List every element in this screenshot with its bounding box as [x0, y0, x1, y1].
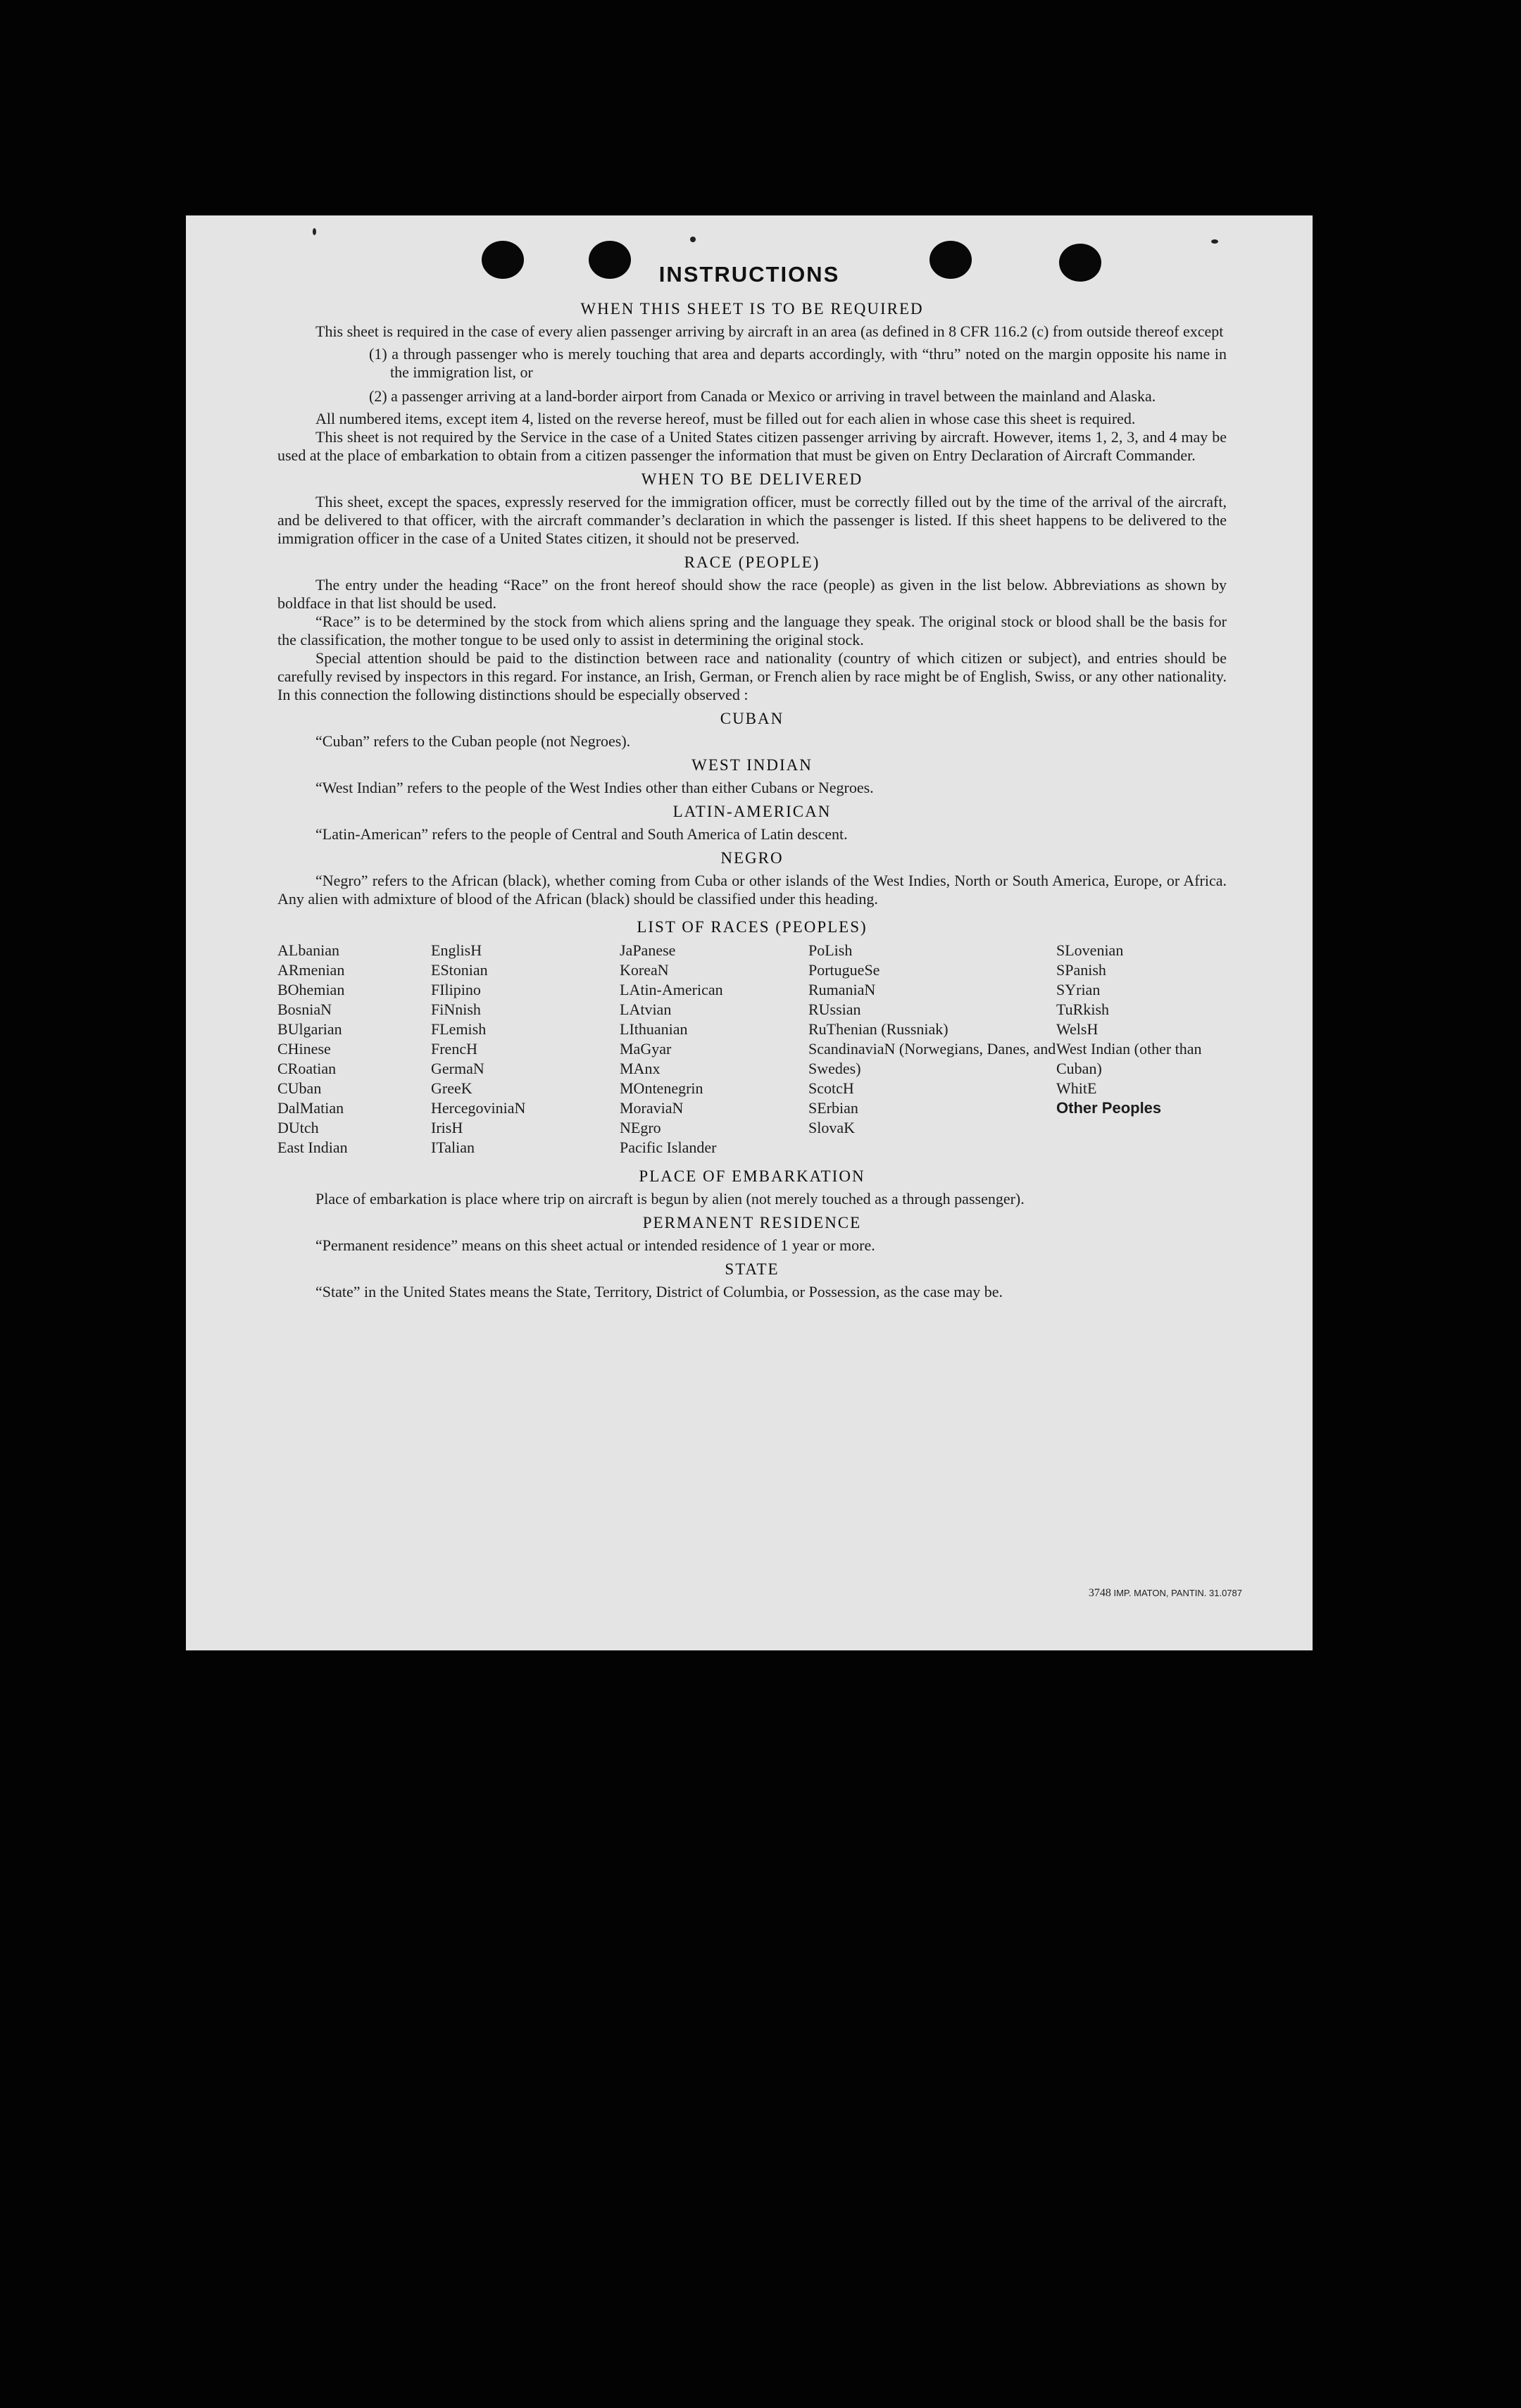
paragraph: Special attention should be paid to the distinction between race and nationality (country of which citizen or subject), and entries should be carefully revised by inspectors in this regard. For instance, an Irish, German, or French alien by race might be of English, Swiss, or any other nationality. In this connection the following distinctions should be especially observed :: [277, 649, 1227, 703]
race-entry: Pacific Islander: [620, 1139, 717, 1156]
race-entry: JaPanese: [620, 941, 676, 959]
race-column: [620, 941, 808, 1158]
paragraph: “Negro” refers to the African (black), whether coming from Cuba or other islands of the West Indies, North or South America, Europe, or Africa. Any alien with admixture of blood of the African (black) should be classified under this heading.: [277, 872, 1227, 908]
paragraph: This sheet, except the spaces, expressly reserved for the immigration officer, must be correctly filled out by the time of the arrival of the aircraft, and be delivered to that officer, with the aircraft commander’s declaration in which the passenger is listed. If this sheet happens to be delivered to the immigration officer in the case of a United States citizen, it should not be preserved.: [277, 493, 1227, 547]
paragraph: “State” in the United States means the State, Territory, District of Columbia, or Possession, as the case may be.: [315, 1283, 1003, 1300]
race-entry: WelsH: [1056, 1020, 1098, 1038]
race-entry: BUlgarian: [277, 1020, 342, 1038]
race-entry: Other Peoples: [1056, 1099, 1162, 1117]
race-entry: ALbanian: [277, 941, 339, 959]
paragraph: This sheet is required in the case of every alien passenger arriving by aircraft in an area (as defined in 8 CFR 116.2 (c) from outside thereof except: [315, 322, 1224, 340]
paragraph: “Latin-American” refers to the people of Central and South America of Latin descent.: [315, 825, 848, 843]
race-entry: FiNnish: [431, 1001, 481, 1018]
race-entry: SPanish: [1056, 961, 1106, 979]
race-entry: SLovenian: [1056, 941, 1124, 959]
exception-item: (2) a passenger arriving at a land-border airport from Canada or Mexico or arriving in travel between the mainland and Alaska.: [369, 387, 1156, 405]
race-entry: RuThenian (Russniak): [808, 1020, 949, 1038]
paragraph: “Race” is to be determined by the stock from which aliens spring and the language they speak. The original stock or blood shall be the basis for the classification, the mother tongue to be used only to assist in determining the original stock.: [277, 613, 1227, 648]
race-entry: BosniaN: [277, 1001, 332, 1018]
printer-imprint: IMP. MATON, PANTIN. 31.0787: [1113, 1588, 1242, 1598]
speck: [313, 228, 316, 235]
race-entry: RUssian: [808, 1001, 861, 1018]
race-entry: GermaN: [431, 1060, 484, 1077]
race-entry: RumaniaN: [808, 981, 876, 998]
heading-cuban: CUBAN: [720, 710, 784, 727]
race-entry: ARmenian: [277, 961, 345, 979]
race-column: [1056, 941, 1227, 1158]
heading-list-of-races: LIST OF RACES (PEOPLES): [637, 918, 868, 936]
race-entry: MOntenegrin: [620, 1079, 703, 1097]
speck: [690, 237, 696, 242]
race-entry: SlovaK: [808, 1119, 855, 1136]
race-entry: PoLish: [808, 941, 853, 959]
race-entry: LIthuanian: [620, 1020, 688, 1038]
paragraph: “Permanent residence” means on this sheet actual or intended residence of 1 year or more.: [315, 1236, 875, 1254]
form-number: 3748: [1088, 1587, 1111, 1599]
race-entry: WhitE: [1056, 1079, 1097, 1097]
race-entry: DalMatian: [277, 1099, 344, 1117]
race-entry: TuRkish: [1056, 1001, 1110, 1018]
paragraph: This sheet is not required by the Service in the case of a United States citizen passenger arriving by aircraft. However, items 1, 2, 3, and 4 may be used at the place of embarkation to obtain from a citizen passenger the information that must be given on Entry Declaration of Aircraft Commander.: [277, 428, 1227, 464]
race-entry: ITalian: [431, 1139, 475, 1156]
race-entry: ScandinaviaN (Norwegians, Danes, and Swedes): [808, 1040, 1056, 1077]
race-column: [277, 941, 431, 1158]
heading-residence: PERMANENT RESIDENCE: [642, 1214, 862, 1231]
speck: [1211, 239, 1218, 244]
race-entry: PortugueSe: [808, 961, 880, 979]
race-entry: FLemish: [431, 1020, 487, 1038]
race-entry: FIlipino: [431, 981, 481, 998]
race-entry: ScotcH: [808, 1079, 854, 1097]
race-entry: CUban: [277, 1079, 322, 1097]
race-list: [277, 941, 1227, 1158]
race-column: [431, 941, 620, 1158]
race-entry: LAtvian: [620, 1001, 672, 1018]
race-entry: LAtin-American: [620, 981, 723, 998]
race-entry: DUtch: [277, 1119, 319, 1136]
heading-embarkation: PLACE OF EMBARKATION: [639, 1167, 865, 1185]
race-entry: IrisH: [431, 1119, 463, 1136]
race-column: [808, 941, 1056, 1158]
race-entry: East Indian: [277, 1139, 348, 1156]
heading-state: STATE: [725, 1260, 780, 1278]
race-entry: NEgro: [620, 1119, 661, 1136]
paragraph: “West Indian” refers to the people of the West Indies other than either Cubans or Negroes.: [315, 779, 874, 796]
heading-latin-american: LATIN-AMERICAN: [672, 803, 832, 820]
race-entry: GreeK: [431, 1079, 472, 1097]
heading-when-required: WHEN THIS SHEET IS TO BE REQUIRED: [580, 300, 924, 318]
paragraph: Place of embarkation is place where trip on aircraft is begun by alien (not merely touched as a through passenger).: [315, 1190, 1025, 1208]
paragraph: All numbered items, except item 4, listed on the reverse hereof, must be filled out for each alien in whose case this sheet is required.: [315, 410, 1136, 427]
instructions-content: [277, 294, 1227, 1301]
race-entry: EnglisH: [431, 941, 482, 959]
page-title: INSTRUCTIONS: [658, 262, 840, 287]
exception-item: (1) a through passenger who is merely touching that area and departs accordingly, with “thru” noted on the margin opposite his name in the immigration list, or: [369, 345, 1227, 381]
heading-west-indian: WEST INDIAN: [691, 756, 813, 774]
race-entry: MoraviaN: [620, 1099, 684, 1117]
race-entry: West Indian (other than Cuban): [1056, 1040, 1202, 1077]
heading-negro: NEGRO: [720, 849, 784, 867]
race-entry: HercegoviniaN: [431, 1099, 526, 1117]
race-entry: FrencH: [431, 1040, 477, 1058]
race-entry: KoreaN: [620, 961, 669, 979]
heading-when-delivered: WHEN TO BE DELIVERED: [641, 470, 863, 488]
race-entry: SErbian: [808, 1099, 858, 1117]
race-entry: BOhemian: [277, 981, 345, 998]
race-entry: CRoatian: [277, 1060, 337, 1077]
heading-race: RACE (PEOPLE): [684, 553, 820, 571]
race-entry: MAnx: [620, 1060, 661, 1077]
paragraph: “Cuban” refers to the Cuban people (not Negroes).: [315, 732, 631, 750]
race-entry: CHinese: [277, 1040, 331, 1058]
race-entry: SYrian: [1056, 981, 1101, 998]
paragraph: The entry under the heading “Race” on the front hereof should show the race (people) as given in the list below. Abbreviations as shown by boldface in that list should be used.: [277, 576, 1227, 612]
race-entry: EStonian: [431, 961, 488, 979]
document-sheet: [186, 215, 1313, 1650]
race-entry: MaGyar: [620, 1040, 672, 1058]
printer-footer: [1089, 1587, 1242, 1600]
